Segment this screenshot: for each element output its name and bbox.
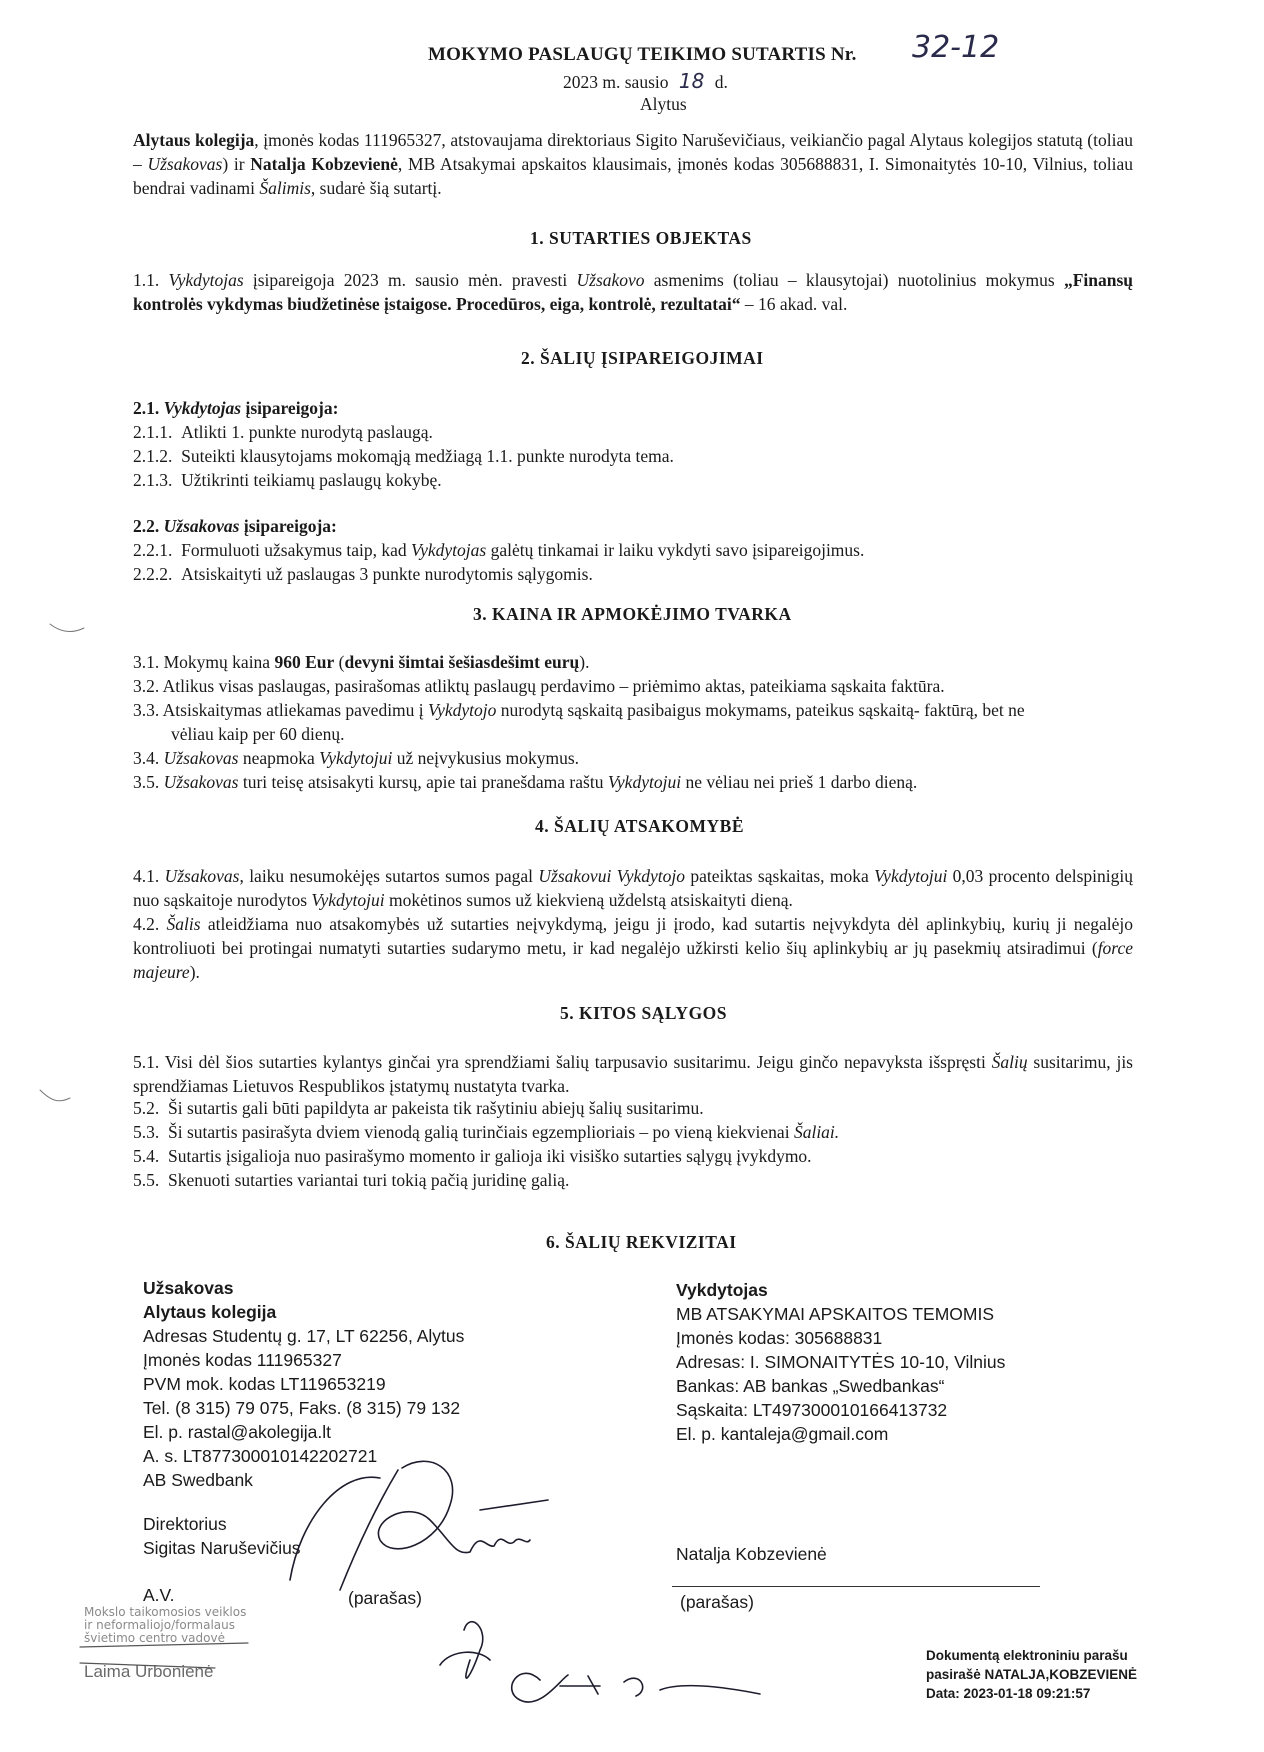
- stamp-name: Laima Urbonienė: [84, 1662, 214, 1681]
- customer-email: El. p. rastal@akolegija.lt: [143, 1422, 331, 1442]
- document-title: MOKYMO PASLAUGŲ TEIKIMO SUTARTIS Nr.: [428, 44, 857, 65]
- section-3-heading: 3. KAINA IR APMOKĖJIMO TVARKA: [473, 604, 792, 624]
- customer-vat-code: PVM mok. kodas LT119653219: [143, 1374, 386, 1394]
- customer-phone: Tel. (8 315) 79 075, Faks. (8 315) 79 132: [143, 1398, 461, 1418]
- director-signature: [290, 1461, 548, 1590]
- clause-2-1-2: 2.1.2. Suteikti klausytojams mokomąją medžiagą 1.1. punkte nurodyta tema.: [133, 446, 674, 466]
- contractor-role: Vykdytojas: [676, 1280, 768, 1300]
- clause-3-5: 3.5. Užsakovas turi teisę atsisakyti kursų, apie tai pranešdama raštu Vykdytojui ne vėliau nei prieš 1 darbo dieną.: [133, 772, 918, 792]
- section-2-heading: 2. ŠALIŲ ĮSIPAREIGOJIMAI: [521, 348, 764, 368]
- clause-4-2: 4.2. Šalis atleidžiama nuo atsakomybės už sutarties neįvykdymą, jeigu ji įrodo, kad sutartis neįvykdyta dėl aplinkybių, kurių ji negalėjo kontroliuoti bei protingai numatyti sutarties sudarymo metu, ir kad negalėjo užkirsti kelio šių aplinkybių ar jų pasekmių atsiradimui (force majeure).: [133, 914, 1134, 982]
- clause-2-1-3: 2.1.3. Užtikrinti teikiamų paslaugų kokybę.: [133, 470, 442, 490]
- section-6-heading: 6. ŠALIŲ REKVIZITAI: [546, 1232, 737, 1252]
- stamp-strike: [80, 1643, 248, 1668]
- customer-bank-account: A. s. LT877300010142202721: [143, 1446, 378, 1466]
- stamp-text: Mokslo taikomosios veiklos ir neformaliojo/formalaus švietimo centro vadovė: [84, 1605, 247, 1645]
- clause-2-1: 2.1. Vykdytojas įsipareigoja:: [133, 398, 339, 418]
- contractor-company-code: Įmonės kodas: 305688831: [676, 1328, 883, 1348]
- clause-5-2: 5.2. Ši sutartis gali būti papildyta ar pakeista tik rašytiniu abiejų šalių susitarimu.: [133, 1098, 704, 1118]
- contractor-signature: [512, 1673, 760, 1702]
- clause-5-5: 5.5. Skenuoti sutarties variantai turi tokią pačią juridinę galią.: [133, 1170, 570, 1190]
- contract-number-handwritten: 32-12: [912, 30, 1000, 65]
- contractor-address: Adresas: I. SIMONAITYTĖS 10-10, Vilnius: [676, 1352, 1006, 1372]
- clause-2-2-1: 2.2.1. Formuluoti užsakymus taip, kad Vykdytojas galėtų tinkamai ir laiku vykdyti savo įsipareigojimus.: [133, 540, 865, 560]
- stamp-signature: [440, 1622, 490, 1678]
- customer-org: Alytaus kolegija: [143, 1302, 277, 1322]
- customer-position: Direktorius: [143, 1514, 227, 1534]
- contractor-bank-account: Sąskaita: LT497300010166413732: [676, 1400, 948, 1420]
- customer-address: Adresas Studentų g. 17, LT 62256, Alytus: [143, 1326, 465, 1346]
- date-day-handwritten: 18: [678, 69, 705, 93]
- customer-role: Užsakovas: [143, 1278, 234, 1298]
- clause-5-4: 5.4. Sutartis įsigalioja nuo pasirašymo momento ir galioja iki visiško sutarties sąlygų įvykdymo.: [133, 1146, 812, 1166]
- contractor-email: El. p. kantaleja@gmail.com: [676, 1424, 889, 1444]
- customer-sign-label: (parašas): [348, 1588, 422, 1608]
- customer-bank: AB Swedbank: [143, 1470, 253, 1490]
- clause-3-3: 3.3. Atsiskaitymas atliekamas pavedimu į Vykdytojo nurodytą sąskaitą pasibaigus mokymams, pateikus sąskaitą- faktūrą, bet ne: [133, 700, 1025, 720]
- clause-5-3: 5.3. Ši sutartis pasirašyta dviem vienodą galią turinčiais egzemplioriais – po vieną kiekvienai Šaliai.: [133, 1122, 840, 1142]
- clause-2-2: 2.2. Užsakovas įsipareigoja:: [133, 516, 337, 536]
- contractor-sign-label: (parašas): [680, 1592, 754, 1612]
- margin-mark-2: [40, 1090, 70, 1101]
- clause-3-4: 3.4. Užsakovas neapmoka Vykdytojui už neįvykusius mokymus.: [133, 748, 580, 768]
- document-city: Alytus: [640, 94, 687, 114]
- section-5-heading: 5. KITOS SĄLYGOS: [560, 1003, 728, 1023]
- contractor-signatory-name: Natalja Kobzevienė: [676, 1544, 827, 1564]
- clause-5-1: 5.1. Visi dėl šios sutarties kylantys ginčai yra sprendžiami šalių tarpusavio susitarimu. Jeigu ginčo nepavyksta išspręsti Šalių susitarimu, jis sprendžiamas Lietuvos Respublikos įstatymų nustatyta tvarka.: [133, 1052, 1133, 1096]
- section-1-heading: 1. SUTARTIES OBJEKTAS: [530, 228, 752, 248]
- customer-company-code: Įmonės kodas 111965327: [143, 1350, 342, 1370]
- clause-3-2: 3.2. Atlikus visas paslaugas, pasirašomas atliktų paslaugų perdavimo – priėmimo aktas, pateikiama sąskaita faktūra.: [133, 676, 945, 696]
- clause-1-1: 1.1. Vykdytojas įsipareigoja 2023 m. sausio mėn. pravesti Užsakovo asmenims (toliau – klausytojai) nuotolinius mokymus „Finansų kontrolės vykdymas biudžetinėse įstaigose. Procedūros, eiga, kontrolė, rezultatai“ – 16 akad. val.: [133, 270, 1134, 314]
- contractor-bank: Bankas: AB bankas „Swedbankas“: [676, 1376, 945, 1396]
- clause-2-2-2: 2.2.2. Atsiskaityti už paslaugas 3 punkte nurodytomis sąlygomis.: [133, 564, 593, 584]
- contractor-company: MB ATSAKYMAI APSKAITOS TEMOMIS: [676, 1304, 994, 1324]
- intro-paragraph: Alytaus kolegija, įmonės kodas 111965327, atstovaujama direktoriaus Sigito Naruševičiaus, veikiančio pagal Alytaus kolegijos statutą (toliau – Užsakovas) ir Natalja Kobzevienė, MB Atsakymai apskaitos klausimais, įmonės kodas 305688831, I. Simonaitytės 10-10, Vilnius, toliau bendrai vadinami Šalimis, sudarė šią sutartį.: [133, 130, 1134, 198]
- clause-4-1: 4.1. Užsakovas, laiku nesumokėjęs sutartos sumos pagal Užsakovui Vykdytojo pateiktas sąskaitas, moka Vykdytojui 0,03 procento delspinigių nuo sąskaitoje nurodytos Vykdytojui mokėtinos sumos už kiekvieną uždelstą atsiskaityti dieną.: [133, 866, 1134, 910]
- section-4-heading: 4. ŠALIŲ ATSAKOMYBĖ: [535, 816, 745, 836]
- margin-mark-1: [50, 624, 84, 631]
- customer-signatory-name: Sigitas Naruševičius: [143, 1538, 301, 1558]
- electronic-signature-notice: Dokumentą elektroniniu parašu pasirašė NATALJA,KOBZEVIENĖ Data: 2023-01-18 09:21:57: [926, 1648, 1138, 1701]
- clause-3-3-cont: vėliau kaip per 60 dienų.: [171, 724, 345, 744]
- clause-2-1-1: 2.1.1. Atlikti 1. punkte nurodytą paslaugą.: [133, 422, 433, 442]
- customer-av: A.V.: [143, 1585, 175, 1605]
- clause-3-1: 3.1. Mokymų kaina 960 Eur (devyni šimtai šešiasdešimt eurų).: [133, 652, 590, 672]
- document-date: 2023 m. sausio 18 d.: [563, 69, 728, 93]
